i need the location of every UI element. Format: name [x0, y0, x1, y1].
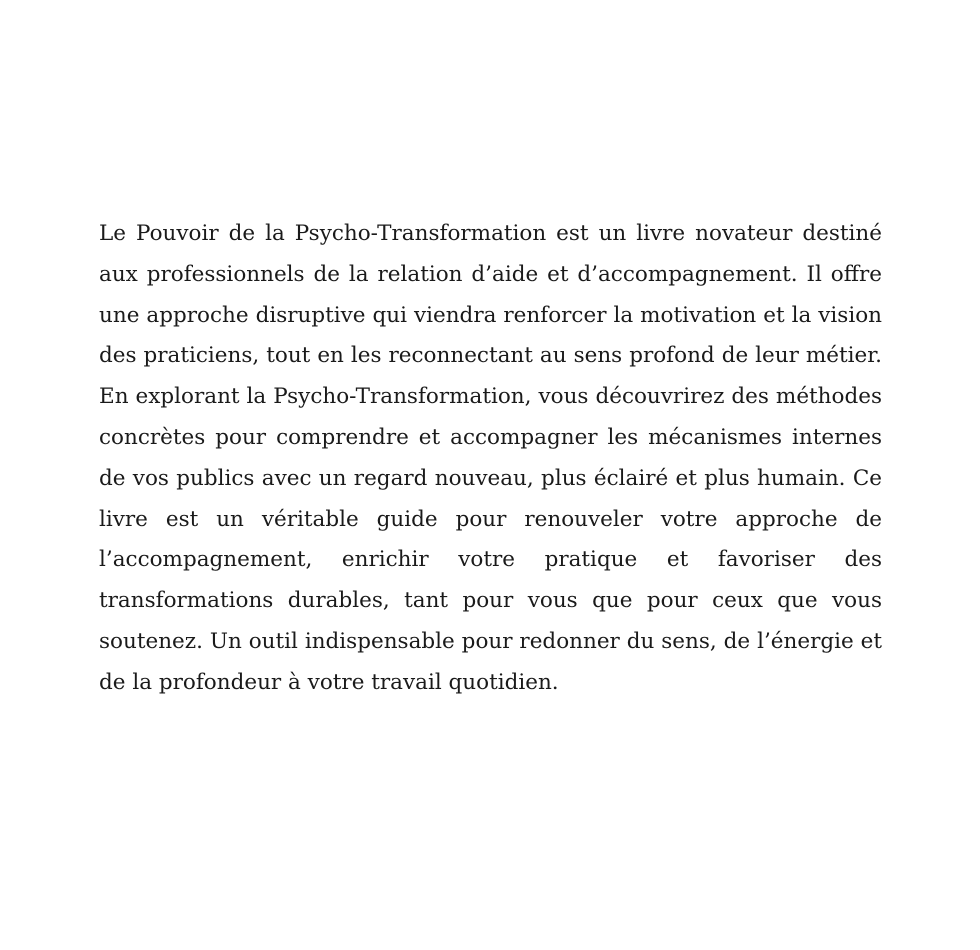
book-description-paragraph: Le Pouvoir de la Psycho-Transformation est un livre novateur destiné aux professionnels de la relation d’aide et d’accompagnement. Il offre une approche disruptive qui viendra renforcer la motivation et la vision des praticiens, tout en les reconnectant au sens profond de leur métier. En explorant la Psycho-Transformation, vous découvrirez des méthodes concrètes pour comprendre et accompagner les mécanismes internes de vos publics avec un regard nouveau, plus éclairé et plus humain. Ce livre est un véritable guide pour renouveler votre approche de l’accompagnement, enrichir votre pratique et favoriser des transformations durables, tant pour vous que pour ceux que vous soutenez. Un outil indispensable pour redonner du sens, de l’énergie et de la profondeur à votre travail quotidien. — [99, 221, 882, 695]
